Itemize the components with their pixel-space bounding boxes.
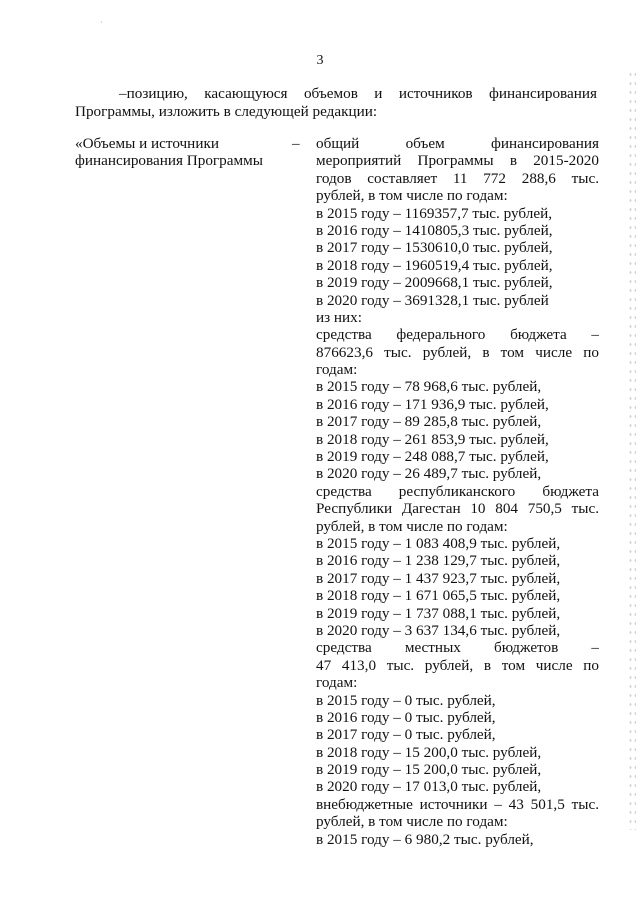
funding-line: из них: [316,308,362,326]
funding-label-line: «Объемы и источники [75,135,219,152]
year-line: в 2015 году – 1169357,7 тыс. рублей, [316,204,552,222]
year-line: в 2016 году – 0 тыс. рублей, [316,708,496,726]
year-line: в 2019 году – 15 200,0 тыс. рублей, [316,761,542,779]
year-line: в 2015 году – 6 980,2 тыс. рублей, [316,830,534,848]
funding-line: рублей, в том числе по годам: [316,187,508,205]
scan-speck: · [100,18,103,27]
local-budget-line: средства местных бюджетов – [316,639,599,657]
page-number: 3 [316,53,324,68]
local-budget-line: 47 413,0 тыс. рублей, в том числе по [316,656,599,674]
year-line: в 2017 году – 1 437 923,7 тыс. рублей, [316,569,561,587]
funding-line: годов составляет 11 772 288,6 тыс. [316,169,599,187]
federal-budget-line: средства федерального бюджета – [316,326,599,344]
federal-budget-line: 876623,6 тыс. рублей, в том числе по [316,343,599,361]
year-line: в 2018 году – 1960519,4 тыс. рублей, [316,256,553,274]
funding-label-line: финансирования Программы [75,152,263,170]
year-line: в 2019 году – 1 737 088,1 тыс. рублей, [316,604,561,622]
year-line: в 2019 году – 2009668,1 тыс. рублей, [316,274,553,292]
year-line: в 2020 году – 3 637 134,6 тыс. рублей, [316,621,561,639]
intro-paragraph-line-1: –позицию, касающуюся объемов и источников финансирования [119,85,597,102]
extrabudgetary-line: рублей, в том числе по годам: [316,813,508,831]
republican-budget-line: рублей, в том числе по годам: [316,517,508,535]
year-line: в 2017 году – 1530610,0 тыс. рублей, [316,239,553,257]
year-line: в 2018 году – 1 671 065,5 тыс. рублей, [316,587,561,605]
funding-label [75,135,285,170]
funding-line: мероприятий Программы в 2015-2020 [316,152,599,170]
year-line: в 2019 году – 248 088,7 тыс. рублей, [316,448,549,466]
funding-details [316,135,599,848]
local-budget-line: годам: [316,674,358,692]
republican-budget-line: Республики Дагестан 10 804 750,5 тыс. [316,500,599,518]
extrabudgetary-line: внебюджетные источники – 43 501,5 тыс. [316,795,599,813]
year-line: в 2015 году – 78 968,6 тыс. рублей, [316,378,542,396]
republican-budget-line: средства республиканского бюджета [316,482,599,500]
intro-paragraph-line-2: Программы, изложить в следующей редакции: [75,103,378,120]
scan-margin-marks [628,70,636,830]
year-line: в 2018 году – 261 853,9 тыс. рублей, [316,430,549,448]
year-line: в 2020 году – 26 489,7 тыс. рублей, [316,465,542,483]
year-line: в 2018 году – 15 200,0 тыс. рублей, [316,743,542,761]
year-line: в 2015 году – 0 тыс. рублей, [316,691,496,709]
year-line: в 2016 году – 1410805,3 тыс. рублей, [316,221,553,239]
year-line: в 2016 году – 171 936,9 тыс. рублей, [316,395,549,413]
year-line: в 2020 году – 17 013,0 тыс. рублей, [316,778,542,796]
year-line: в 2016 году – 1 238 129,7 тыс. рублей, [316,552,561,570]
year-line: в 2020 году – 3691328,1 тыс. рублей [316,291,549,309]
federal-budget-line: годам: [316,361,358,379]
year-line: в 2017 году – 0 тыс. рублей, [316,726,496,744]
year-line: в 2015 году – 1 083 408,9 тыс. рублей, [316,534,561,552]
label-dash: – [292,135,300,152]
funding-line: общий объем финансирования [316,135,599,152]
year-line: в 2017 году – 89 285,8 тыс. рублей, [316,413,542,431]
